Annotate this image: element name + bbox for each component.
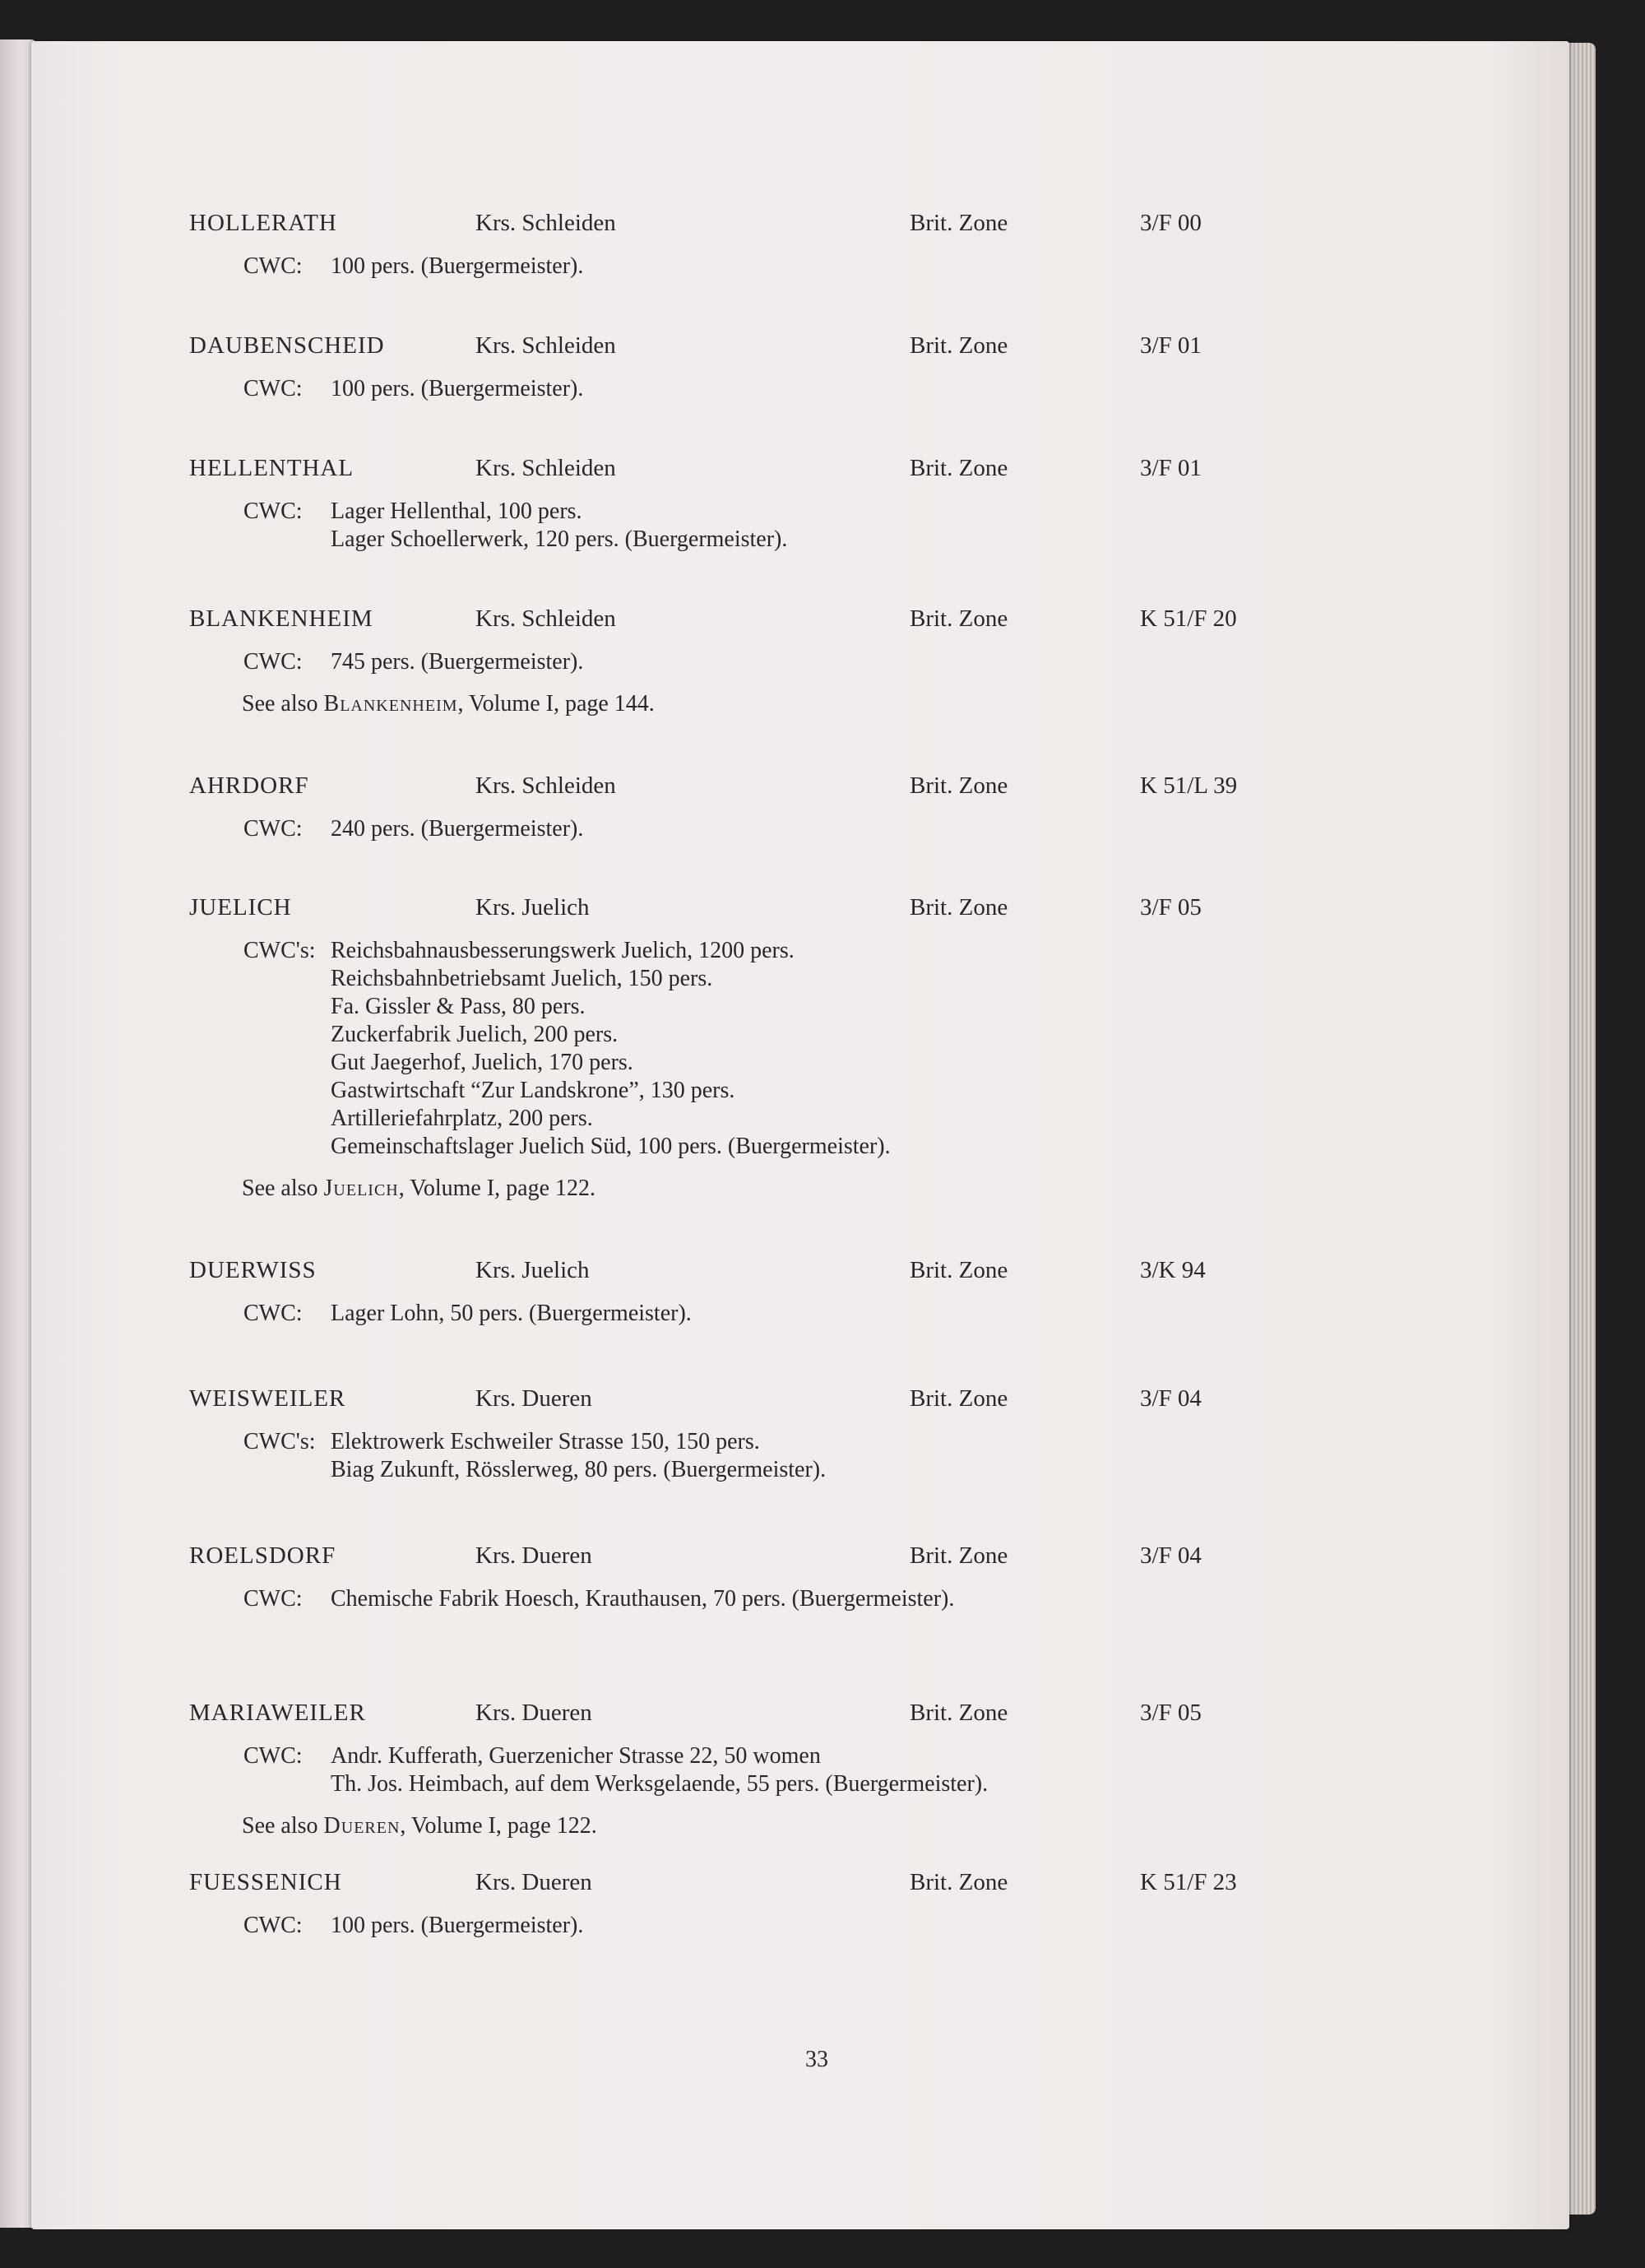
cwc-line: Th. Jos. Heimbach, auf dem Werksgelaende, 55 pers. (Buergermeister).	[331, 1771, 989, 1797]
see-also-note	[242, 1176, 1569, 1202]
occupation-zone: Brit. Zone	[910, 1869, 1008, 1895]
cwc-line: Reichsbahnbetriebsamt Juelich, 150 pers.	[331, 966, 713, 991]
cwc-label: CWC:	[243, 1301, 303, 1326]
cwc-lines	[331, 253, 1569, 281]
gazetteer-entry	[31, 332, 1569, 403]
map-reference: K 51/F 20	[1140, 605, 1237, 632]
cwc-label: CWC:	[243, 1743, 303, 1769]
gazetteer-entry	[31, 455, 1569, 554]
occupation-zone: Brit. Zone	[910, 1385, 1008, 1412]
district-name: Krs. Juelich	[475, 1257, 590, 1283]
cwc-line: 240 pers. (Buergermeister).	[331, 816, 584, 842]
place-name: DAUBENSCHEID	[189, 332, 385, 359]
cwc-lines	[331, 815, 1569, 843]
district-name: Krs. Dueren	[475, 1542, 592, 1569]
place-name: MARIAWEILER	[189, 1700, 366, 1726]
district-name: Krs. Juelich	[475, 894, 590, 921]
cwc-block	[31, 1912, 1569, 1940]
see-also-note	[242, 691, 1569, 717]
cwc-line: 100 pers. (Buergermeister).	[331, 1913, 584, 1938]
gazetteer-entry	[31, 210, 1569, 281]
see-also-place: Dueren	[323, 1813, 401, 1839]
cwc-label: CWC:	[243, 1586, 303, 1612]
occupation-zone: Brit. Zone	[910, 1542, 1008, 1569]
gazetteer-entry	[31, 1542, 1569, 1613]
cwc-block	[31, 648, 1569, 676]
cwc-line: Fa. Gissler & Pass, 80 pers.	[331, 994, 586, 1019]
place-name: ROELSDORF	[189, 1542, 336, 1569]
district-name: Krs. Schleiden	[475, 605, 616, 632]
gazetteer-entry	[31, 605, 1569, 717]
occupation-zone: Brit. Zone	[910, 1257, 1008, 1283]
cwc-block	[31, 937, 1569, 1161]
cwc-label: CWC:	[243, 1913, 303, 1938]
place-name: FUESSENICH	[189, 1869, 342, 1895]
cwc-label: CWC's:	[243, 1429, 316, 1454]
cwc-lines	[331, 375, 1569, 403]
map-reference: 3/K 94	[1140, 1257, 1206, 1283]
cwc-line: Andr. Kufferath, Guerzenicher Strasse 22, 50 women	[331, 1743, 821, 1769]
cwc-line: Lager Hellenthal, 100 pers.	[331, 499, 582, 524]
entry-heading	[31, 894, 1569, 927]
district-name: Krs. Dueren	[475, 1385, 592, 1412]
cwc-label: CWC:	[243, 376, 303, 401]
see-also-note	[242, 1813, 1569, 1839]
occupation-zone: Brit. Zone	[910, 455, 1008, 481]
cwc-block	[31, 815, 1569, 843]
cwc-label: CWC:	[243, 253, 303, 279]
place-name: AHRDORF	[189, 772, 309, 799]
cwc-block	[31, 1428, 1569, 1484]
map-reference: K 51/F 23	[1140, 1869, 1237, 1895]
cwc-lines	[331, 1300, 1569, 1328]
see-also-place: Juelich	[323, 1176, 399, 1201]
map-reference: K 51/L 39	[1140, 772, 1238, 799]
cwc-block	[31, 1742, 1569, 1798]
see-also-reference: , Volume I, page 144.	[457, 691, 655, 717]
see-also-prefix: See also	[242, 1813, 318, 1839]
occupation-zone: Brit. Zone	[910, 332, 1008, 359]
place-name: DUERWISS	[189, 1257, 317, 1283]
occupation-zone: Brit. Zone	[910, 894, 1008, 921]
map-reference: 3/F 00	[1140, 210, 1202, 236]
place-name: HELLENTHAL	[189, 455, 354, 481]
book-page	[31, 41, 1569, 2229]
cwc-block	[31, 1585, 1569, 1613]
cwc-label: CWC:	[243, 649, 303, 675]
map-reference: 3/F 01	[1140, 332, 1202, 359]
cwc-line: 745 pers. (Buergermeister).	[331, 649, 584, 675]
cwc-label: CWC:	[243, 816, 303, 842]
cwc-block	[31, 498, 1569, 554]
entry-heading	[31, 605, 1569, 638]
cwc-line: Gut Jaegerhof, Juelich, 170 pers.	[331, 1050, 633, 1075]
cwc-line: Elektrowerk Eschweiler Strasse 150, 150 pers.	[331, 1429, 760, 1454]
place-name: WEISWEILER	[189, 1385, 346, 1412]
cwc-lines	[331, 648, 1569, 676]
page-number: 33	[805, 2047, 828, 2072]
cwc-block	[31, 253, 1569, 281]
gazetteer-entry	[31, 1700, 1569, 1839]
entry-heading	[31, 1257, 1569, 1290]
district-name: Krs. Dueren	[475, 1869, 592, 1895]
cwc-lines	[331, 1742, 1569, 1798]
district-name: Krs. Schleiden	[475, 210, 616, 236]
see-also-prefix: See also	[242, 691, 318, 717]
cwc-line: Biag Zukunft, Rösslerweg, 80 pers. (Buergermeister).	[331, 1457, 827, 1482]
cwc-label: CWC:	[243, 499, 303, 524]
place-name: HOLLERATH	[189, 210, 337, 236]
entry-heading	[31, 455, 1569, 488]
occupation-zone: Brit. Zone	[910, 210, 1008, 236]
cwc-line: Artilleriefahrplatz, 200 pers.	[331, 1106, 593, 1131]
map-reference: 3/F 01	[1140, 455, 1202, 481]
entry-heading	[31, 1542, 1569, 1575]
cwc-line: Reichsbahnausbesserungswerk Juelich, 1200 pers.	[331, 938, 795, 963]
cwc-label: CWC's:	[243, 938, 316, 963]
cwc-line: Zuckerfabrik Juelich, 200 pers.	[331, 1022, 619, 1047]
district-name: Krs. Schleiden	[475, 772, 616, 799]
occupation-zone: Brit. Zone	[910, 772, 1008, 799]
occupation-zone: Brit. Zone	[910, 605, 1008, 632]
cwc-line: Chemische Fabrik Hoesch, Krauthausen, 70 pers. (Buergermeister).	[331, 1586, 955, 1612]
see-also-reference: , Volume I, page 122.	[400, 1813, 597, 1839]
gazetteer-entry	[31, 1257, 1569, 1328]
gazetteer-entry	[31, 772, 1569, 843]
map-reference: 3/F 04	[1140, 1385, 1202, 1412]
see-also-place: Blankenheim	[323, 691, 458, 717]
entry-heading	[31, 772, 1569, 805]
map-reference: 3/F 05	[1140, 894, 1202, 921]
see-also-reference: , Volume I, page 122.	[398, 1176, 596, 1201]
cwc-line: Gastwirtschaft “Zur Landskrone”, 130 pers.	[331, 1078, 735, 1103]
cwc-lines	[331, 937, 1569, 1161]
district-name: Krs. Dueren	[475, 1700, 592, 1726]
gazetteer-entry	[31, 1385, 1569, 1484]
entry-heading	[31, 332, 1569, 365]
cwc-lines	[331, 498, 1569, 554]
district-name: Krs. Schleiden	[475, 455, 616, 481]
gazetteer-entry	[31, 894, 1569, 1202]
cwc-line: Gemeinschaftslager Juelich Süd, 100 pers. (Buergermeister).	[331, 1134, 891, 1159]
cwc-line: 100 pers. (Buergermeister).	[331, 253, 584, 279]
entry-heading	[31, 210, 1569, 243]
entry-heading	[31, 1869, 1569, 1902]
entry-heading	[31, 1385, 1569, 1418]
cwc-block	[31, 375, 1569, 403]
gazetteer-entry	[31, 1869, 1569, 1940]
entry-heading	[31, 1700, 1569, 1732]
place-name: BLANKENHEIM	[189, 605, 373, 632]
cwc-lines	[331, 1585, 1569, 1613]
cwc-lines	[331, 1428, 1569, 1484]
district-name: Krs. Schleiden	[475, 332, 616, 359]
occupation-zone: Brit. Zone	[910, 1700, 1008, 1726]
map-reference: 3/F 04	[1140, 1542, 1202, 1569]
map-reference: 3/F 05	[1140, 1700, 1202, 1726]
cwc-line: 100 pers. (Buergermeister).	[331, 376, 584, 401]
cwc-lines	[331, 1912, 1569, 1940]
cwc-block	[31, 1300, 1569, 1328]
place-name: JUELICH	[189, 894, 292, 921]
see-also-prefix: See also	[242, 1176, 318, 1201]
cwc-line: Lager Lohn, 50 pers. (Buergermeister).	[331, 1301, 692, 1326]
cwc-line: Lager Schoellerwerk, 120 pers. (Buergermeister).	[331, 526, 788, 552]
